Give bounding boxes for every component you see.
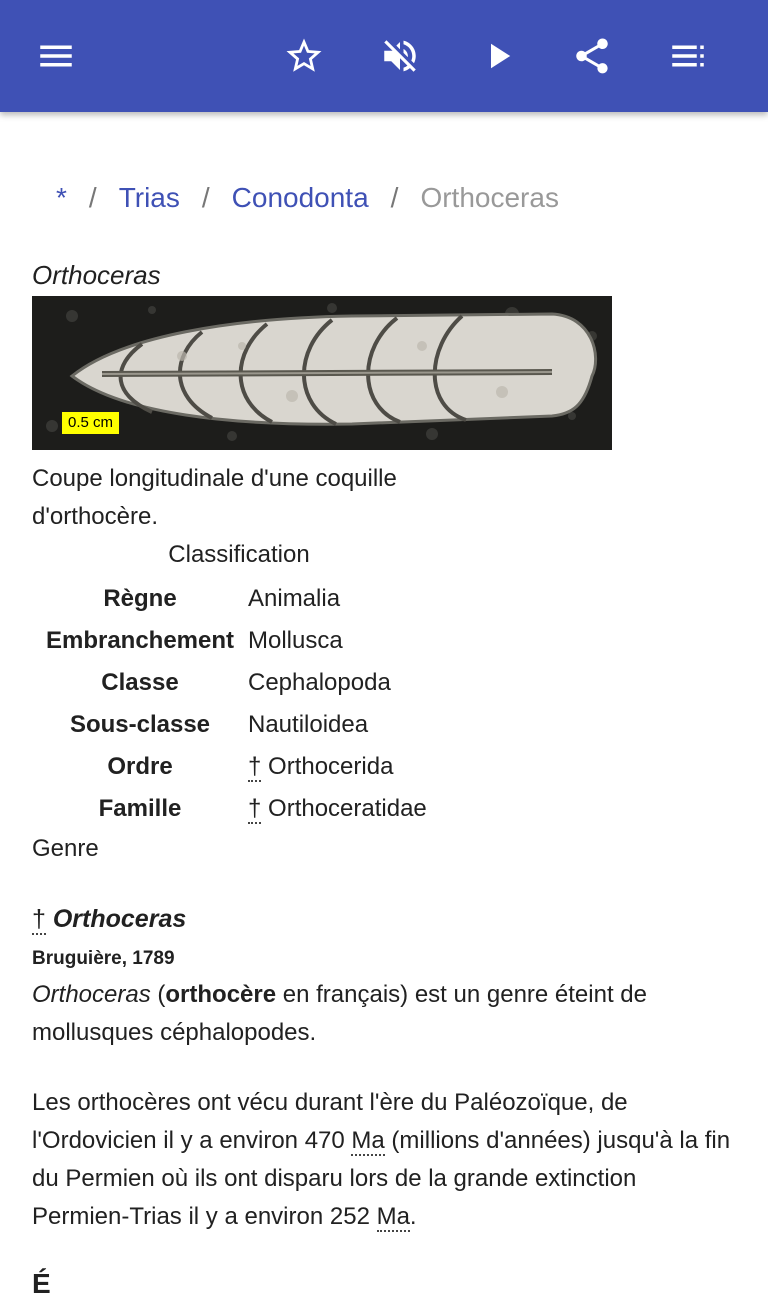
app-bar xyxy=(0,0,768,112)
taxonomy-name: Mollusca xyxy=(248,627,343,654)
genre-label: Genre xyxy=(32,835,99,862)
taxonomy-rank: Sous-classe xyxy=(69,711,211,738)
fossil-image[interactable] xyxy=(32,296,612,450)
genus-name xyxy=(32,900,186,938)
menu-icon xyxy=(35,35,77,77)
taxonomy-rank: Classe xyxy=(101,669,179,696)
volume-off-icon xyxy=(379,35,421,77)
next-heading-partial: É xyxy=(32,1268,51,1299)
abbr-ma[interactable]: Ma xyxy=(376,1203,410,1230)
share-button[interactable] xyxy=(564,28,620,84)
taxonomy-row xyxy=(32,704,427,746)
taxonomy-value[interactable] xyxy=(248,627,343,655)
breadcrumb-current: Orthoceras xyxy=(420,182,559,213)
taxonomy-rank: Embranchement xyxy=(45,627,235,654)
taxonomy-value[interactable] xyxy=(248,585,340,613)
play-button[interactable] xyxy=(470,28,526,84)
mute-button[interactable] xyxy=(372,28,428,84)
common-name-bold: orthocère xyxy=(165,981,277,1008)
menu-button[interactable] xyxy=(28,28,84,84)
star-outline-icon xyxy=(283,35,325,77)
extinct-dagger[interactable]: † xyxy=(32,905,46,933)
taxonomy-name: Cephalopoda xyxy=(248,669,391,696)
paragraph-text: . xyxy=(409,1203,417,1230)
taxonomy-rank: Règne xyxy=(103,585,177,612)
taxonomy-dagger[interactable]: † xyxy=(248,795,262,822)
playlist-icon xyxy=(667,35,709,77)
taxonomy-row xyxy=(32,578,427,620)
paragraph-text: en français) est un genre éteint de mollusques céphalopodes. xyxy=(32,981,647,1046)
breadcrumb-separator: / xyxy=(88,182,97,213)
breadcrumb-link-trias[interactable]: Trias xyxy=(118,182,180,213)
image-caption: Coupe longitudinale d'une coquille d'orthocère. xyxy=(32,465,397,530)
genus-author: Bruguière, 1789 xyxy=(32,948,175,969)
breadcrumb-home-link[interactable]: * xyxy=(56,182,67,213)
paragraph-text: ( xyxy=(150,981,166,1008)
taxonomy-value[interactable] xyxy=(248,711,368,739)
history-paragraph xyxy=(32,1084,736,1236)
scale-label: 0.5 cm xyxy=(62,412,119,434)
taxonomy-rank: Famille xyxy=(98,795,182,822)
taxonomy-name: Nautiloidea xyxy=(248,711,369,738)
taxonomy-rank: Ordre xyxy=(107,753,173,780)
taxonomy-name: Animalia xyxy=(248,585,341,612)
breadcrumb xyxy=(32,178,559,218)
taxonomy-value[interactable] xyxy=(248,669,391,697)
genus-name-italic: Orthoceras xyxy=(32,981,151,1008)
contents-button[interactable] xyxy=(660,28,716,84)
play-icon xyxy=(477,35,519,77)
taxonomy-row xyxy=(32,620,427,662)
taxonomy-name: Orthocerida xyxy=(261,753,394,780)
paragraph-text: Les orthocères ont vécu durant l'ère du Paléozoïque, de l'Ordovicien il y a environ 470 xyxy=(32,1089,628,1154)
taxonomy-dagger[interactable]: † xyxy=(248,753,262,780)
taxonomy-row xyxy=(32,788,427,830)
classification-title: Classification xyxy=(168,541,310,568)
taxonomy-name: Orthoceratidae xyxy=(261,795,427,822)
genus-name-text: Orthoceras xyxy=(52,905,187,933)
abbr-ma[interactable]: Ma xyxy=(351,1127,385,1154)
share-icon xyxy=(571,35,613,77)
favorite-button[interactable] xyxy=(276,28,332,84)
taxonomy-value[interactable] xyxy=(248,753,393,781)
intro-paragraph xyxy=(32,976,736,1052)
paragraph-text: (millions d'années) jusqu'à la fin du Permien où ils ont disparu lors de la grande extinction Permien-Trias il y a environ 252 xyxy=(32,1127,731,1230)
taxonomy-row xyxy=(32,662,427,704)
taxonomy-value[interactable] xyxy=(248,795,427,823)
breadcrumb-separator: / xyxy=(390,182,399,213)
breadcrumb-separator: / xyxy=(201,182,210,213)
breadcrumb-link-conodonta[interactable]: Conodonta xyxy=(231,182,369,213)
taxonomy-row xyxy=(32,746,427,788)
taxonomy-table xyxy=(32,578,427,830)
infobox-title: Orthoceras xyxy=(32,260,161,290)
